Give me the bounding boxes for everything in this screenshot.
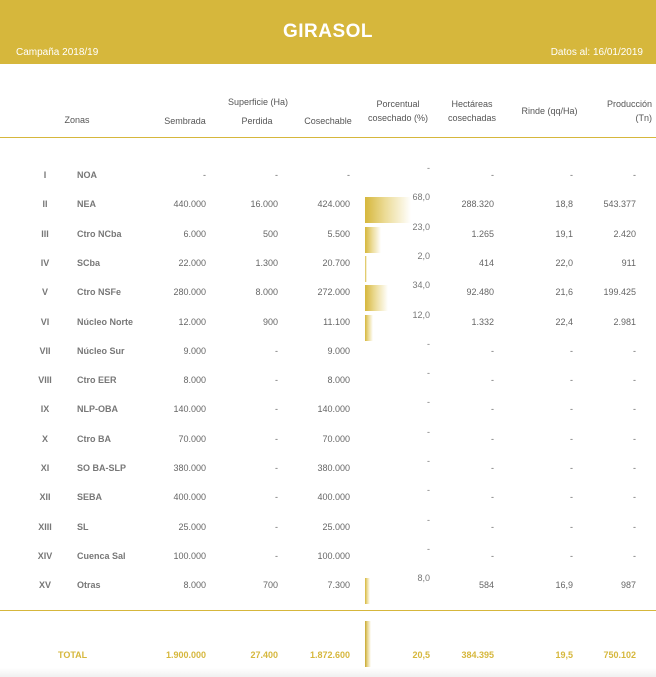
total-rinde: 19,5 [555,650,573,660]
row-pct-value: - [427,397,430,407]
row-rinde: 22,0 [555,258,573,268]
row-sembrada: 100.000 [173,551,206,561]
header-produccion-line2: (Tn) [635,113,652,123]
table-row [0,458,656,478]
row-pct-value: - [427,515,430,525]
header-cosechable: Cosechable [304,116,352,126]
row-pct-cell [365,341,430,361]
row-pct-value: 2,0 [417,251,430,261]
row-pct-cell [365,487,430,507]
row-pct-cell [365,312,430,332]
row-perdida: - [275,375,278,385]
row-sembrada: 25.000 [178,522,206,532]
row-perdida: 16.000 [250,199,278,209]
row-pct-cell [365,224,430,244]
row-perdida: - [275,170,278,180]
row-rinde: 19,1 [555,229,573,239]
row-rinde: - [570,492,573,502]
row-perdida: - [275,346,278,356]
row-perdida: 1.300 [255,258,278,268]
row-pct-value: 68,0 [412,192,430,202]
row-rinde: 18,8 [555,199,573,209]
row-cosechable: 25.000 [322,522,350,532]
row-zona: SEBA [77,492,103,502]
row-pct-value: - [427,163,430,173]
row-zona: SL [77,522,89,532]
table-row [0,282,656,302]
pct-bar [365,256,367,282]
header-sembrada: Sembrada [164,116,206,126]
row-perdida: - [275,404,278,414]
row-pct-cell [365,517,430,537]
row-zona: NLP-OBA [77,404,118,414]
row-zona: Ctro BA [77,434,111,444]
row-produccion: 2.981 [613,317,636,327]
row-hectareas: 288.320 [461,199,494,209]
page-title: GIRASOL [282,21,374,42]
total-perdida: 27.400 [250,650,278,660]
row-pct-value: - [427,544,430,554]
row-rinde: 22,4 [555,317,573,327]
row-pct-value: - [427,485,430,495]
row-pct-value: - [427,456,430,466]
row-produccion: 543.377 [603,199,636,209]
row-hectareas: - [491,170,494,180]
row-pct-value: 8,0 [417,573,430,583]
row-pct-cell [365,458,430,478]
header-hectareas-line1: Hectáreas [451,99,493,109]
row-cosechable: 11.100 [323,317,350,327]
row-zona: Cuenca Sal [77,551,126,561]
row-cosechable: 400.000 [317,492,350,502]
row-pct-value: 34,0 [412,280,430,290]
row-pct-cell [365,546,430,566]
row-hectareas: - [491,375,494,385]
header-hectareas-line2: cosechadas [447,113,497,123]
row-number: VIII [38,375,52,385]
row-cosechable: 424.000 [317,199,350,209]
title-banner [0,0,656,64]
table-row [0,546,656,566]
row-produccion: - [633,375,636,385]
row-hectareas: - [491,551,494,561]
row-rinde: - [570,375,573,385]
row-hectareas: 414 [478,258,494,268]
row-hectareas: 92.480 [466,287,494,297]
row-cosechable: 9.000 [327,346,350,356]
table-row [0,575,656,595]
header-rinde: Rinde (qq/Ha) [521,106,578,116]
row-sembrada: - [203,170,206,180]
row-cosechable: 7.300 [327,580,350,590]
table-row [0,487,656,507]
row-rinde: - [570,404,573,414]
row-perdida: - [275,492,278,502]
row-pct-cell [365,429,430,449]
row-pct-cell [365,165,430,185]
row-number: IV [40,258,50,268]
row-produccion: 987 [620,580,636,590]
table-row [0,312,656,332]
row-number: V [41,287,48,297]
row-zona: Núcleo Norte [77,317,134,327]
row-zona: NOA [77,170,97,180]
row-cosechable: 100.000 [317,551,350,561]
row-sembrada: 12.000 [178,317,206,327]
row-hectareas: - [491,463,494,473]
row-perdida: - [275,434,278,444]
row-rinde: - [570,551,573,561]
row-zona: Ctro NSFe [77,287,122,297]
row-rinde: - [570,434,573,444]
table-row [0,399,656,419]
table-row [0,341,656,361]
pct-bar [365,315,373,341]
row-sembrada: 6.000 [183,229,206,239]
row-produccion: 199.425 [603,287,636,297]
row-perdida: - [275,463,278,473]
header-produccion-line1: Producción [606,99,652,109]
campaign-label: Campaña 2018/19 [16,47,99,58]
row-hectareas: 1.332 [471,317,494,327]
row-rinde: 21,6 [555,287,573,297]
row-sembrada: 70.000 [178,434,206,444]
row-perdida: 700 [262,580,278,590]
row-rinde: 16,9 [555,580,573,590]
row-cosechable: 20.700 [322,258,350,268]
row-hectareas: - [491,434,494,444]
total-sembrada: 1.900.000 [165,650,206,660]
row-produccion: 911 [621,258,636,268]
pct-bar [365,197,411,223]
row-zona: SCba [77,258,101,268]
table-row [0,165,656,185]
row-produccion: - [633,404,636,414]
row-number: XI [40,463,50,473]
data-date-label: Datos al: 16/01/2019 [550,47,643,58]
header-porcentual-line2: cosechado (%) [367,113,429,123]
row-number: XIV [37,551,53,561]
row-produccion: - [633,551,636,561]
row-zona: NEA [77,199,97,209]
row-pct-cell [365,399,430,419]
row-pct-value: 23,0 [412,222,430,232]
row-cosechable: 140.000 [317,404,350,414]
header-superficie-group: Superficie (Ha) [227,97,289,107]
row-pct-value: - [427,368,430,378]
row-sembrada: 280.000 [173,287,206,297]
row-produccion: - [633,492,636,502]
total-cosechable: 1.872.600 [309,650,350,660]
table-row [0,253,656,273]
row-sembrada: 9.000 [183,346,206,356]
row-zona: SO BA-SLP [77,463,127,473]
row-number: XV [38,580,51,590]
row-rinde: - [570,522,573,532]
bottom-shadow [0,668,656,677]
row-sembrada: 8.000 [183,375,206,385]
row-pct-cell [365,194,430,214]
row-number: II [42,199,48,209]
row-pct-cell [365,253,430,273]
row-perdida: - [275,522,278,532]
row-produccion: - [633,170,636,180]
total-hectareas: 384.395 [461,650,494,660]
row-rinde: - [570,463,573,473]
header-zonas: Zonas [64,115,90,125]
row-perdida: - [275,551,278,561]
row-zona: Ctro EER [77,375,117,385]
row-perdida: 8.000 [255,287,278,297]
row-pct-value: - [427,339,430,349]
row-number: XII [39,492,51,502]
header-porcentual-line1: Porcentual [376,99,420,109]
row-pct-value: - [427,427,430,437]
total-pct-cell [365,645,430,665]
table-row [0,517,656,537]
header-produccion [590,97,652,125]
row-number: IX [40,404,50,414]
row-rinde: - [570,346,573,356]
header-hectareas [437,97,507,125]
row-pct-cell [365,282,430,302]
table-row [0,429,656,449]
total-pct-bar [365,621,371,667]
row-zona: Otras [77,580,101,590]
row-cosechable: 8.000 [327,375,350,385]
row-perdida: 900 [262,317,278,327]
row-cosechable: 5.500 [327,229,350,239]
row-number: VI [40,317,50,327]
header-perdida: Perdida [241,116,273,126]
row-sembrada: 22.000 [178,258,206,268]
row-pct-cell [365,370,430,390]
row-cosechable: - [347,170,350,180]
row-number: XIII [38,522,52,532]
row-hectareas: - [491,492,494,502]
row-number: VII [39,346,51,356]
row-cosechable: 70.000 [322,434,350,444]
table-row [0,194,656,214]
total-divider [0,610,656,611]
header-divider [0,137,656,138]
pct-bar [365,578,370,604]
row-sembrada: 140.000 [173,404,206,414]
row-zona: Núcleo Sur [77,346,125,356]
row-produccion: - [633,463,636,473]
row-sembrada: 440.000 [173,199,206,209]
table-row [0,224,656,244]
row-number: X [41,434,48,444]
row-produccion: 2.420 [613,229,636,239]
row-zona: Ctro NCba [77,229,122,239]
row-number: I [43,170,47,180]
row-rinde: - [570,170,573,180]
row-hectareas: 584 [478,580,494,590]
row-hectareas: - [491,346,494,356]
row-cosechable: 380.000 [317,463,350,473]
row-produccion: - [633,434,636,444]
total-pct-value: 20,5 [412,650,430,660]
row-sembrada: 400.000 [173,492,206,502]
row-cosechable: 272.000 [317,287,350,297]
row-perdida: 500 [262,229,278,239]
row-hectareas: 1.265 [471,229,494,239]
total-row [0,645,656,665]
row-number: III [41,229,49,239]
pct-bar [365,285,388,311]
row-sembrada: 380.000 [173,463,206,473]
pct-bar [365,227,381,253]
total-label: TOTAL [58,650,88,660]
total-produccion: 750.102 [603,650,636,660]
row-pct-cell [365,575,430,595]
row-produccion: - [633,522,636,532]
row-hectareas: - [491,404,494,414]
header-porcentual [358,97,438,125]
table-row [0,370,656,390]
row-pct-value: 12,0 [412,310,430,320]
row-hectareas: - [491,522,494,532]
row-produccion: - [633,346,636,356]
row-sembrada: 8.000 [183,580,206,590]
